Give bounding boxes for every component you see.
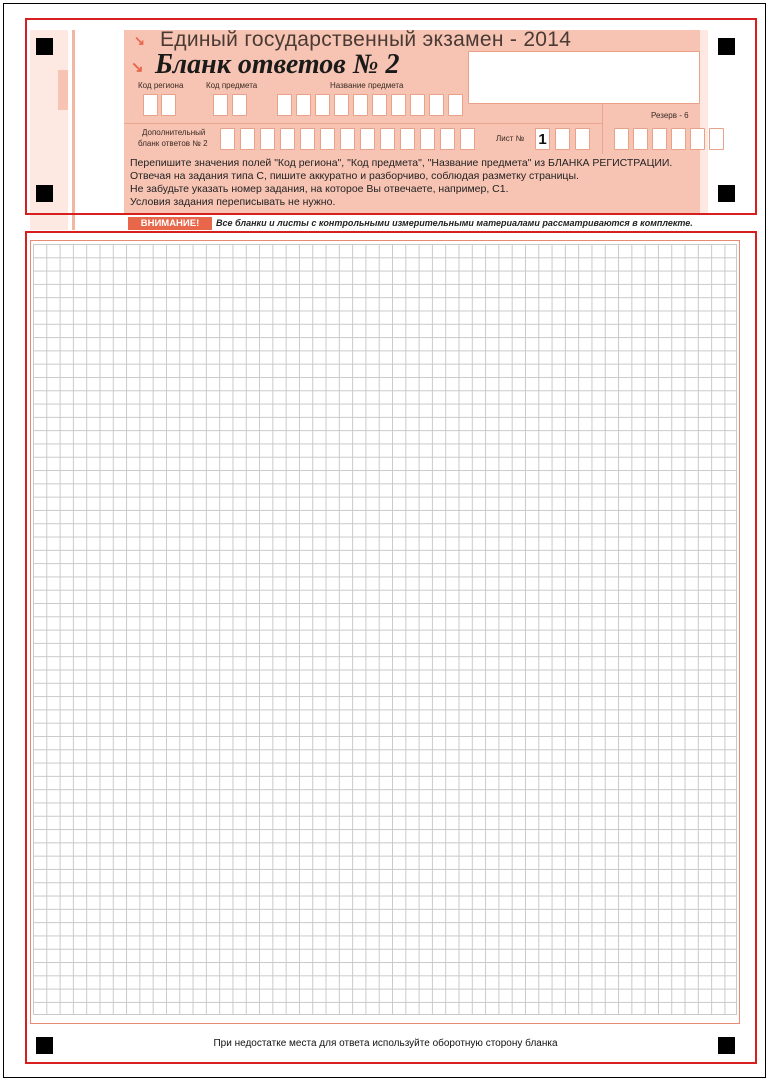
arrow-icon: ↘	[131, 59, 144, 76]
sheet-number-value: 1	[538, 131, 547, 148]
additional-form-label-line2: бланк ответов № 2	[138, 139, 208, 148]
attention-text: Все бланки и листы с контрольными измерительными материалами рассматриваются в комплекте.	[216, 218, 693, 228]
instruction-line: Не забудьте указать номер задания, на которое Вы отвечаете, например, С1.	[130, 183, 509, 195]
form-title: Бланк ответов № 2	[155, 49, 400, 80]
footer-note: При недостатке места для ответа используйте оборотную сторону бланка	[213, 1038, 558, 1049]
arrow-icon: ↘	[134, 33, 145, 48]
sheet-number-label: Лист №	[496, 134, 525, 143]
answer-area-selection-frame	[25, 231, 757, 1064]
region-code-label: Код региона	[138, 81, 184, 90]
attention-badge	[128, 217, 212, 230]
exam-title: Единый государственный экзамен - 2014	[160, 28, 572, 51]
attention-label: ВНИМАНИЕ!	[140, 218, 200, 229]
subject-name-label: Название предмета	[330, 81, 404, 90]
header-selection-frame	[25, 18, 757, 215]
additional-form-label: Дополнительный	[142, 128, 206, 137]
subject-code-label: Код предмета	[206, 81, 258, 90]
instruction-line: Перепишите значения полей "Код региона", "Код предмета", "Название предмета" из БЛАНКА РЕГИСТРАЦИИ.	[130, 157, 673, 169]
instruction-line: Отвечая на задания типа С, пишите аккуратно и разборчиво, соблюдая разметку страницы.	[130, 170, 579, 182]
instruction-line: Условия задания переписывать не нужно.	[130, 196, 336, 208]
reserve-label: Резерв - 6	[651, 111, 689, 120]
